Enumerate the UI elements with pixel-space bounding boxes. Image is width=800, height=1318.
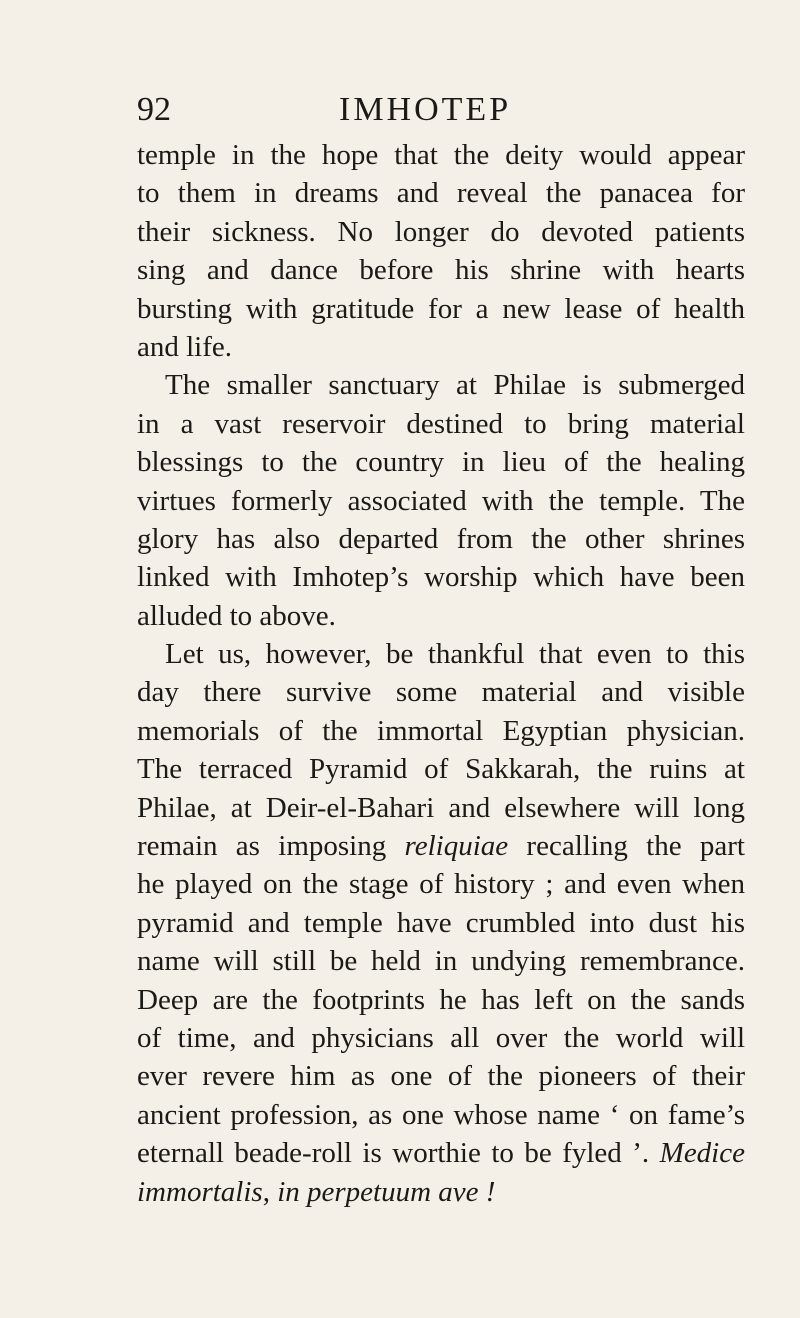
text-span: recalling the part: [508, 830, 745, 863]
text-line: The smaller sanctuary at Philae is submerged: [165, 369, 745, 402]
text-line: bursting with gratitude for a new lease of health: [137, 292, 745, 325]
italic-phrase: immortalis: [137, 1175, 263, 1208]
text-line: [137, 1173, 745, 1211]
text-line: virtues formerly associated with the temple. The: [137, 484, 745, 517]
text-line: linked with Imhotep’s worship which have been: [137, 561, 745, 594]
text-line: temple in the hope that the deity would appear: [137, 139, 745, 171]
italic-phrase: in perpetuum ave !: [277, 1175, 496, 1208]
text-line: The terraced Pyramid of Sakkarah, the ruins at: [137, 753, 745, 786]
text-span: eternall beade-roll is worthie to be fyled ’.: [137, 1137, 660, 1170]
text-line: and life.: [137, 330, 233, 363]
text-line: name will still be held in undying remembrance.: [137, 945, 745, 978]
text-span: remain as imposing: [137, 830, 405, 863]
body-text: [137, 136, 745, 1211]
text-line: blessings to the country in lieu of the healing: [137, 446, 745, 479]
text-line: [137, 1134, 745, 1172]
text-line: pyramid and temple have crumbled into dust his: [137, 906, 745, 939]
italic-phrase: Medice: [659, 1137, 745, 1170]
page-number: 92: [137, 91, 171, 128]
text-line: sing and dance before his shrine with hearts: [137, 254, 745, 287]
text-line: glory has also departed from the other shrines: [137, 522, 745, 555]
text-line: Let us, however, be thankful that even to this: [165, 638, 745, 671]
text-line: ancient profession, as one whose name ‘ on fame’s: [137, 1098, 745, 1131]
text-line: [137, 827, 745, 865]
text-line: of time, and physicians all over the world will: [137, 1021, 745, 1054]
text-line: in a vast reservoir destined to bring material: [137, 407, 745, 440]
text-line: their sickness. No longer do devoted patients: [137, 215, 745, 248]
italic-term: reliquiae: [404, 830, 509, 863]
text-line: ever revere him as one of the pioneers of their: [137, 1060, 745, 1093]
text-line: Philae, at Deir-el-Bahari and elsewhere will long: [137, 791, 745, 824]
running-head: [137, 88, 745, 132]
text-line: memorials of the immortal Egyptian physician.: [137, 714, 745, 747]
text-line: he played on the stage of history ; and even when: [137, 868, 745, 901]
text-line: Deep are the footprints he has left on the sands: [137, 983, 745, 1016]
text-line: day there survive some material and visible: [137, 676, 745, 709]
text-line: alluded to above.: [137, 599, 336, 632]
running-title: IMHOTEP: [339, 91, 512, 128]
text-line: to them in dreams and reveal the panacea for: [137, 177, 745, 210]
text-span: ,: [262, 1175, 278, 1208]
